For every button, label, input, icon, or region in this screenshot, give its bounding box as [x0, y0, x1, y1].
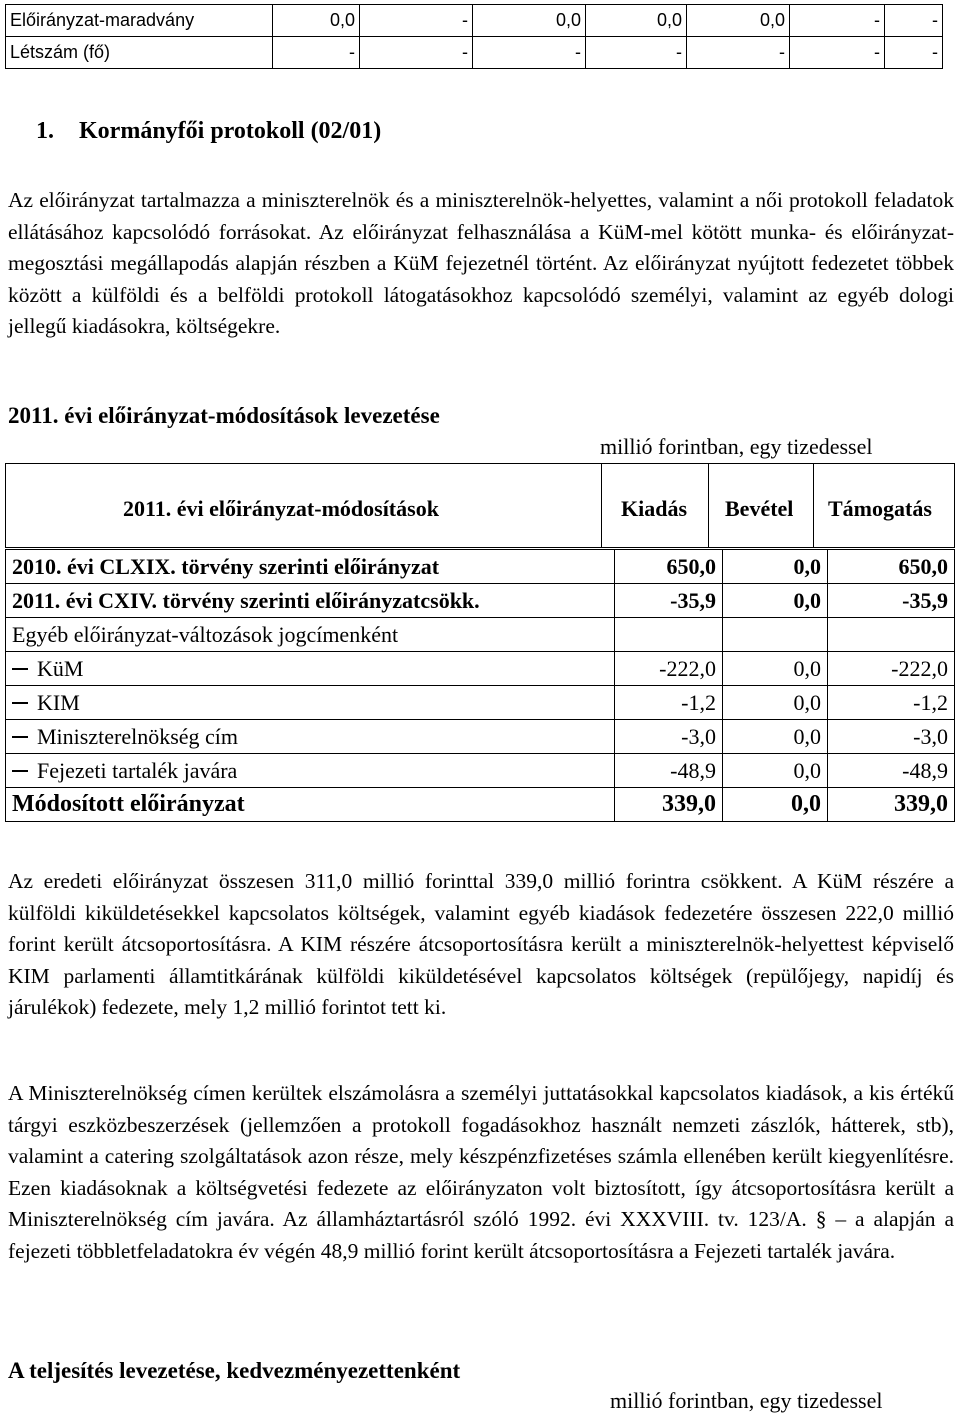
row-label: Módosított előirányzat: [6, 788, 615, 822]
table-row: [6, 5, 943, 37]
cell-bevetel: [723, 618, 828, 652]
cell-bevetel: 0,0: [723, 584, 828, 618]
table-row: [6, 686, 955, 720]
table-cell: -: [790, 37, 885, 69]
row-label-cell: [6, 652, 615, 686]
table-row: [6, 550, 955, 584]
paragraph-text: – a alapján a fejezeti többletfeladatokra év végén 48,9 millió forint került átcsoportosításra a Fejezeti tartalék javára.: [8, 1207, 955, 1263]
table-row: [6, 754, 955, 788]
modifications-body: [5, 549, 955, 822]
dash-bullet-icon: [12, 668, 28, 670]
cell-bevetel: 0,0: [723, 754, 828, 788]
paragraph-changes: Az eredeti előirányzat összesen 311,0 millió forinttal 339,0 millió forintra csökkent. A KüM részére a külföldi kiküldetésekkel kapcsolatos költségek, valamint egyéb kiadások fedezetére összesen 222,0 millió forint került átcsoportosításra. A KIM részére átcsoportosításra került a miniszterelnök-helyettest képviselő KIM parlamenti államtitkárának külföldi kiküldetésével kapcsolatos költségek (repülőjegy, napidíj és járulékok) fedezete, mely 1,2 millió forintot tett ki.: [8, 869, 954, 1019]
table-row: [6, 652, 955, 686]
unit-note: millió forintban, egy tizedessel: [600, 434, 873, 459]
cell-kiadas: -35,9: [615, 584, 723, 618]
row-label: Egyéb előirányzat-változások jogcímenként: [6, 618, 615, 652]
cell-bevetel: 0,0: [723, 686, 828, 720]
cell-tamogatas: -222,0: [828, 652, 955, 686]
table-cell: -: [687, 37, 790, 69]
row-label: 2011. évi CXIV. törvény szerinti előirányzatcsökk.: [6, 584, 615, 618]
dash-bullet-icon: [12, 702, 28, 704]
cell-kiadas: -48,9: [615, 754, 723, 788]
table-cell: -: [473, 37, 586, 69]
table-cell: -: [586, 37, 687, 69]
table-cell: 0,0: [687, 5, 790, 37]
header-bevetel: Bevétel: [725, 496, 794, 521]
table-row: [6, 584, 955, 618]
cell-bevetel: 0,0: [723, 720, 828, 754]
table-row: [6, 37, 943, 69]
paragraph-text: A Miniszterelnökség címen kerültek elszámolásra a személyi juttatásokkal kapcsolatos kiadások, a kis értékű tárgyi eszközbeszerzések (jellemzően a protokoll fogadásokhoz használt nemzeti zászlók, hátterek, stb), valamint a catering szolgáltatások azon része, mely készpénzfizetéses számla ellenében került kiegyenlítésre. Ezen kiadásoknak a költségvetési fedezete az előirányzaton volt biztosított, így átcsoportosításra került a Miniszterelnökség cím javára. Az államháztartásról szóló 1992. évi XXXVIII. tv. 123/A.: [8, 1081, 954, 1231]
section-number: 1.: [36, 118, 54, 144]
cell-tamogatas: 339,0: [828, 788, 955, 822]
row-label: KüM: [37, 655, 84, 681]
cell-kiadas: -222,0: [615, 652, 723, 686]
table-cell: -: [273, 37, 360, 69]
dash-bullet-icon: [12, 736, 28, 738]
cell-bevetel: 0,0: [723, 788, 828, 822]
header-kiadas: Kiadás: [621, 496, 688, 521]
cell-tamogatas: -3,0: [828, 720, 955, 754]
table-row-total: [6, 788, 955, 822]
header-cell: [813, 463, 955, 548]
paragraph-miniszterelnokseg: [8, 1078, 954, 1267]
row-label: Előirányzat-maradvány: [6, 5, 273, 37]
row-label: Miniszterelnökség cím: [37, 723, 239, 749]
header-cell: [5, 463, 602, 548]
row-label-cell: [6, 720, 615, 754]
row-label-cell: [6, 686, 615, 720]
table-row: [6, 720, 955, 754]
row-label: Létszám (fő): [6, 37, 273, 69]
table-row: [6, 618, 955, 652]
cell-kiadas: 339,0: [615, 788, 723, 822]
header-cell: [601, 463, 709, 548]
row-label: Fejezeti tartalék javára: [37, 757, 238, 783]
section-title: Kormányfői protokoll (02/01): [79, 118, 382, 144]
cell-bevetel: 0,0: [723, 652, 828, 686]
row-label: KIM: [37, 689, 80, 715]
cell-tamogatas: -1,2: [828, 686, 955, 720]
section-heading: [36, 118, 381, 145]
row-label: 2010. évi CLXIX. törvény szerinti előirányzat: [6, 550, 615, 584]
dash-bullet-icon: [12, 770, 28, 772]
cell-bevetel: 0,0: [723, 550, 828, 584]
section-sign: §: [815, 1207, 827, 1231]
top-summary-table: [5, 4, 943, 69]
header-cell: [708, 463, 814, 548]
table-cell: 0,0: [273, 5, 360, 37]
unit-note-2: millió forintban, egy tizedessel: [610, 1388, 883, 1413]
header-label: 2011. évi előirányzat-módosítások: [123, 496, 439, 521]
cell-tamogatas: -35,9: [828, 584, 955, 618]
row-label-cell: [6, 754, 615, 788]
cell-tamogatas: 650,0: [828, 550, 955, 584]
table-cell: -: [790, 5, 885, 37]
header-tamogatas: Támogatás: [828, 496, 932, 521]
modifications-heading: 2011. évi előirányzat-módosítások levezetése: [8, 403, 440, 428]
table-cell: 0,0: [586, 5, 687, 37]
table-cell: 0,0: [473, 5, 586, 37]
table-cell: -: [885, 37, 943, 69]
table-cell: -: [360, 5, 473, 37]
cell-tamogatas: [828, 618, 955, 652]
cell-kiadas: -3,0: [615, 720, 723, 754]
cell-tamogatas: -48,9: [828, 754, 955, 788]
cell-kiadas: -1,2: [615, 686, 723, 720]
table-cell: -: [360, 37, 473, 69]
table-cell: -: [885, 5, 943, 37]
cell-kiadas: [615, 618, 723, 652]
cell-kiadas: 650,0: [615, 550, 723, 584]
intro-paragraph: Az előirányzat tartalmazza a miniszterelnök és a miniszterelnök-helyettes, valamint a női protokoll feladatok ellátásához kapcsolódó forrásokat. Az előirányzat felhasználása a KüM-mel kötött munka- és előirányzat-megosztási megállapodás alapján részben a KüM fejezetnél történt. Az előirányzat nyújtott fedezetet többek között a külföldi és a belföldi protokoll látogatásokhoz kapcsolódó személyi, valamint az egyéb dologi jellegű kiadásokra, költségekre.: [8, 188, 954, 338]
performance-heading: A teljesítés levezetése, kedvezményezettenként: [8, 1358, 461, 1383]
